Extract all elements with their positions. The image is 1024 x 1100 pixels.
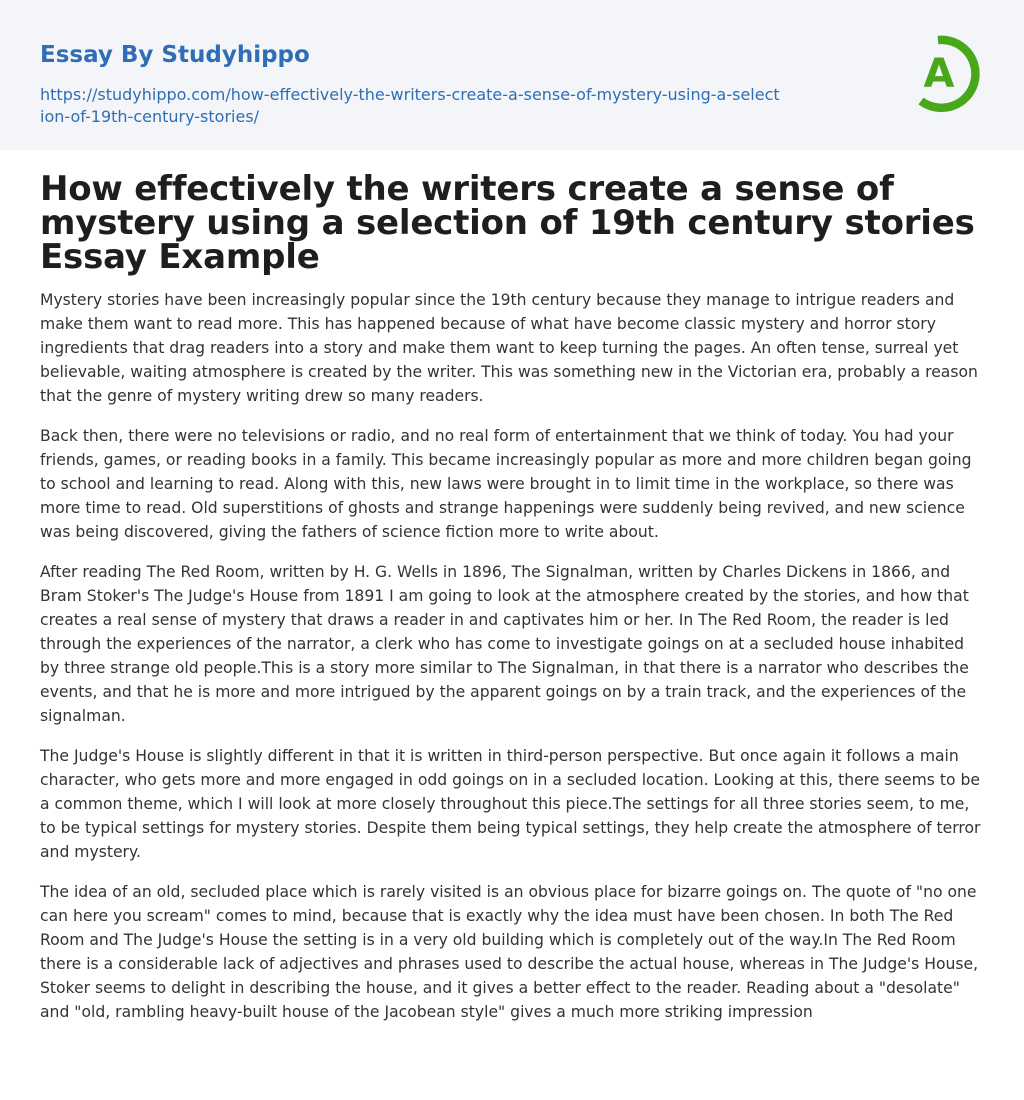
site-header xyxy=(0,0,1024,150)
site-brand: Essay By Studyhippo xyxy=(40,42,310,68)
article-paragraph: Mystery stories have been increasingly popular since the 19th century because they manage to intrigue readers and make them want to read more. This has happened because of what have become classic mystery and horror story ingredients that drag readers into a story and make them want to keep turning the pages. An often tense, surreal yet believable, waiting atmosphere is created by the writer. This was something new in the Victorian era, probably a reason that the genre of mystery writing drew so many readers. xyxy=(40,291,978,405)
article-paragraph: The Judge's House is slightly different in that it is written in third-person perspective. But once again it follows a main character, who gets more and more engaged in odd goings on in a secluded location. Looking at this, there seems to be a common theme, which I will look at more closely throughout this piece.The settings for all three stories seem, to me, to be typical settings for mystery stories. Despite them being typical settings, they help create the atmosphere of terror and mystery. xyxy=(40,747,981,861)
studyhippo-logo-icon[interactable] xyxy=(912,30,986,114)
article-paragraph: After reading The Red Room, written by H. G. Wells in 1896, The Signalman, written by Charles Dickens in 1866, and Bram Stoker's The Judge's House from 1891 I am going to look at the atmosphere created by the stories, and how that creates a real sense of mystery that draws a reader in and captivates him or her. In The Red Room, the reader is led through the experiences of the narrator, a clerk who has come to investigate goings on at a secluded house inhabited by three strange old people.This is a story more similar to The Signalman, in that there is a narrator who describes the events, and that he is more and more intrigued by the apparent goings on by a train track, and the experiences of the signalman. xyxy=(40,563,969,725)
article-paragraph: Back then, there were no televisions or radio, and no real form of entertainment that we think of today. You had your friends, games, or reading books in a family. This became increasingly popular as more and more children began going to school and learning to read. Along with this, new laws were brought in to limit time in the workplace, so there was more time to read. Old superstitions of ghosts and strange happenings were suddenly being revived, and new science was being discovered, giving the fathers of science fiction more to write about. xyxy=(40,427,972,541)
article-body xyxy=(0,150,1024,1024)
article-title: How effectively the writers create a sense of mystery using a selection of 19th century stories Essay Example xyxy=(40,169,975,277)
logo-letter: A xyxy=(923,51,955,97)
article-paragraph: The idea of an old, secluded place which is rarely visited is an obvious place for bizarre goings on. The quote of "no one can here you scream" comes to mind, because that is exactly why the idea must have been chosen. In both The Red Room and The Judge's House the setting is in a very old building which is completely out of the way.In The Red Room there is a considerable lack of adjectives and phrases used to describe the actual house, whereas in The Judge's House, Stoker seems to delight in describing the house, and it gives a better effect to the reader. Reading about a "desolate" and "old, rambling heavy-built house of the Jacobean style" gives a much more striking impression xyxy=(40,883,979,1021)
article-url-link[interactable]: https://studyhippo.com/how-effectively-the-writers-create-a-sense-of-mystery-using-a-selection-of-19th-century-stories/ xyxy=(40,85,780,126)
